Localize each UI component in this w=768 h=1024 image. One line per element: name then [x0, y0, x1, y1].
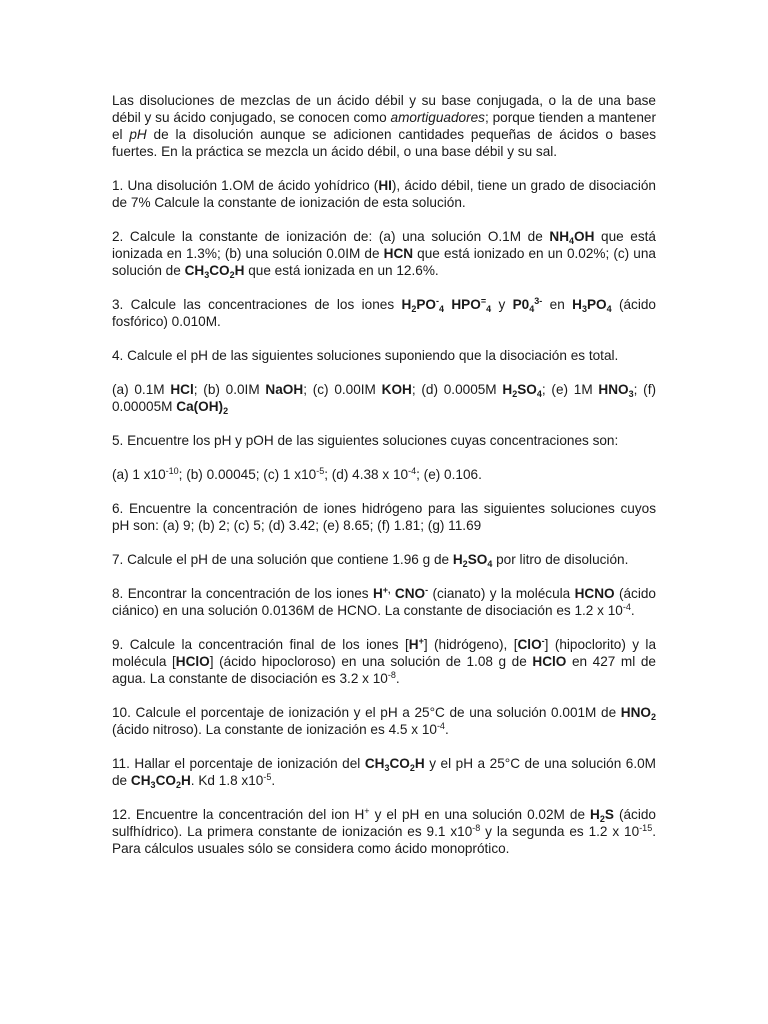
q5-list-text: ; (e) 0.106. — [416, 467, 482, 482]
formula-superscript: +, — [382, 585, 391, 595]
formula-subscript: 2 — [229, 270, 235, 280]
exponent: -4 — [622, 602, 631, 612]
formula-subscript: 2 — [512, 389, 518, 399]
formula-ch3co2h — [131, 773, 191, 788]
q12-text: . Para cálculos usuales sólo se considera como ácido monoprótico. — [112, 824, 656, 856]
formula-subscript: 4 — [438, 304, 444, 314]
formula-subscript: 4 — [569, 236, 575, 246]
q9-text: ] (hidrógeno), [ — [423, 637, 518, 652]
exponent: -4 — [436, 721, 445, 731]
q1-text: 1. Una disolución 1.OM de ácido yohídrico ( — [112, 178, 379, 193]
q5-list-text: ; (d) 4.38 x 10 — [324, 467, 409, 482]
formula-part: H — [590, 807, 600, 822]
formula-part: NH — [549, 229, 570, 244]
formula-h2po4 — [402, 297, 445, 312]
formula-part: HPO — [451, 297, 481, 312]
question-8 — [112, 585, 656, 619]
q8-text: (ácido ciánico) en una solución 0.0136M de HCNO. La constante de disociación es 1.2 x 10 — [112, 586, 656, 618]
formula-hi: HI — [378, 178, 392, 193]
formula-part: HNO — [598, 382, 629, 397]
q11-text: . Kd 1.8 x10 — [190, 773, 264, 788]
exponent: -15 — [639, 823, 653, 833]
q9-text: 9. Calcule la concentración final de los iones [ — [112, 637, 409, 652]
q9-text: ] (ácido hipocloroso) en una solución de 1.08 g de — [209, 654, 533, 669]
formula-nh4oh — [549, 229, 594, 244]
formula-koh: KOH — [381, 382, 412, 397]
formula-part: SO — [517, 382, 537, 397]
q11-text: y el pH a 25°C de una solución 6.0M de — [112, 756, 657, 788]
formula-part: H — [572, 297, 582, 312]
formula-subscript: 2 — [175, 780, 181, 790]
q3-text: (ácido fosfórico) 0.010M. — [112, 297, 656, 329]
formula-h3po4 — [572, 297, 612, 312]
formula-subscript: 3 — [204, 270, 210, 280]
q11-text: . — [271, 773, 276, 788]
q5-list-text: (a) 1 x10 — [112, 467, 166, 482]
question-2 — [112, 228, 656, 279]
exponent: -4 — [408, 466, 417, 476]
intro-paragraph — [112, 92, 656, 160]
formula-superscript: - — [435, 296, 439, 306]
document-body — [112, 92, 656, 874]
question-4: 4. Calcule el pH de las siguientes soluciones suponiendo que la disociación es total. — [112, 348, 619, 363]
formula-superscript: 3- — [534, 296, 543, 306]
formula-superscript: - — [541, 636, 545, 646]
formula-hcno: HCNO — [574, 586, 615, 601]
q12-text: (ácido sulfhídrico). La primera constante de ionización es 9.1 x10 — [112, 807, 656, 839]
q9-text: . — [395, 671, 400, 686]
q2-text: 2. Calcule la constante de ionización de: (a) una solución O.1M de — [112, 229, 550, 244]
formula-superscript: + — [418, 636, 424, 646]
formula-part: H — [502, 382, 513, 397]
q4-list-text: (a) 0.1M — [112, 382, 171, 397]
formula-part: PO — [586, 297, 607, 312]
formula-hclo: HClO — [175, 654, 210, 669]
question-11 — [112, 755, 656, 789]
exponent: -8 — [472, 823, 481, 833]
formula-subscript: 2 — [411, 304, 417, 314]
formula-part: H — [372, 586, 383, 601]
formula-subscript: 2 — [223, 406, 229, 416]
q4-list-text: ; (c) 0.00IM — [303, 382, 382, 397]
formula-part: PO — [416, 297, 436, 312]
formula-po4 — [513, 297, 543, 312]
formula-part: CH — [184, 263, 205, 278]
formula-part: OH — [574, 229, 595, 244]
q2-text: que está ionizada en un 12.6%. — [244, 263, 439, 278]
formula-subscript: 4 — [487, 559, 493, 569]
q2-text: que está ionizado en un 0.02%; (c) una solución de — [112, 246, 656, 278]
formula-subscript: 2 — [650, 712, 656, 722]
formula-clo — [517, 637, 544, 652]
formula-subscript: 3 — [150, 780, 156, 790]
q10-text: . — [444, 722, 449, 737]
question-5-list — [112, 466, 656, 483]
formula-part: H — [408, 637, 419, 652]
question-1 — [112, 177, 656, 211]
formula-h-plus — [409, 637, 424, 652]
formula-subscript: 3 — [581, 304, 587, 314]
question-12 — [112, 806, 656, 857]
formula-part: CH — [130, 773, 151, 788]
q8-text: 8. Encontrar la concentración de los iones — [112, 586, 373, 601]
intro-term-ph: pH — [129, 127, 147, 142]
formula-hclo: HClO — [532, 654, 567, 669]
formula-part: H — [180, 773, 191, 788]
formula-part: H — [452, 552, 463, 567]
q4-list-text: ; (f) 0.00005M — [112, 382, 657, 414]
formula-part: SO — [467, 552, 488, 567]
q1-text: ), ácido débil, tiene un grado de disociación de 7% Calcule la constante de ionización de esta solución. — [112, 178, 656, 210]
exponent: -5 — [263, 772, 272, 782]
formula-caoh2 — [176, 399, 228, 414]
formula-h-plus — [373, 586, 391, 601]
exponent: -10 — [165, 466, 179, 476]
q3-text: en — [542, 297, 573, 312]
q10-text: (ácido nitroso). La constante de ionización es 4.5 x 10 — [112, 722, 437, 737]
formula-h2so4 — [502, 382, 542, 397]
q12-text: y la segunda es 1.2 x 10 — [480, 824, 640, 839]
formula-part: CH — [364, 756, 385, 771]
question-6: 6. Encuentre la concentración de iones hidrógeno para las siguientes soluciones cuyos pH son: (a) 9; (b) 2; (c) 5; (d) 3.42; (e) 8.65; (f) 1.81; (g) 11.69 — [112, 501, 656, 533]
exponent: -8 — [387, 670, 396, 680]
formula-part: Ca(OH) — [176, 399, 224, 414]
formula-subscript: 2 — [409, 763, 415, 773]
formula-part: CO — [155, 773, 176, 788]
formula-part: H — [414, 756, 425, 771]
formula-subscript: 3 — [628, 389, 634, 399]
q4-list-text: ; (d) 0.0005M — [411, 382, 503, 397]
formula-h2so4 — [453, 552, 493, 567]
formula-naoh: NaOH — [265, 382, 304, 397]
formula-h2s — [590, 807, 614, 822]
formula-part: CO — [389, 756, 410, 771]
exponent: -5 — [316, 466, 325, 476]
intro-text: ; porque tienden a mantener el — [112, 110, 656, 142]
formula-subscript: 4 — [606, 304, 612, 314]
formula-cno — [395, 586, 428, 601]
question-5: 5. Encuentre los pH y pOH de las siguientes soluciones cuyas concentraciones son: — [112, 433, 619, 448]
question-4-list — [112, 381, 656, 415]
q12-text: 12. Encuentre la concentración del ion H — [112, 807, 365, 822]
formula-subscript: 4 — [529, 304, 535, 314]
q12-text: y el pH en una solución 0.02M de — [369, 807, 591, 822]
formula-part: CO — [209, 263, 230, 278]
q4-list-text: ; (e) 1M — [541, 382, 599, 397]
formula-hpo4 — [451, 297, 491, 312]
formula-part: HNO — [620, 705, 651, 720]
formula-part: H — [234, 263, 245, 278]
formula-part: S — [604, 807, 614, 822]
formula-ch3co2h — [365, 756, 425, 771]
formula-part: ClO — [517, 637, 542, 652]
question-10 — [112, 704, 656, 738]
formula-superscript: + — [364, 806, 370, 816]
formula-subscript: 4 — [536, 389, 542, 399]
formula-hno2 — [621, 705, 656, 720]
formula-part: CNO — [394, 586, 426, 601]
q7-text: 7. Calcule el pH de una solución que contiene 1.96 g de — [112, 552, 453, 567]
formula-subscript: 2 — [462, 559, 468, 569]
q7-text: por litro de disolución. — [492, 552, 629, 567]
formula-hcl: HCl — [170, 382, 194, 397]
q9-text: en 427 ml de agua. La constante de disociación es 3.2 x 10 — [112, 654, 656, 686]
formula-superscript: - — [425, 585, 429, 595]
q4-list-text: ; (b) 0.0IM — [193, 382, 266, 397]
q8-text: . — [630, 603, 635, 618]
formula-subscript: 3 — [384, 763, 390, 773]
q10-text: 10. Calcule el porcentaje de ionización y el pH a 25°C de una solución 0.001M de — [112, 705, 621, 720]
formula-hcn: HCN — [383, 246, 414, 261]
intro-text: de la disolución aunque se adicionen cantidades pequeñas de ácidos o bases fuertes. En la práctica se mezcla un ácido débil, o una base débil y su sal. — [112, 127, 656, 159]
formula-part: H — [401, 297, 412, 312]
q5-list-text: ; (b) 0.00045; (c) 1 x10 — [178, 467, 317, 482]
question-3 — [112, 296, 656, 330]
formula-part: P0 — [512, 297, 530, 312]
formula-hno3 — [598, 382, 633, 397]
q8-text: (cianato) y la molécula — [428, 586, 575, 601]
q9-text: ] (hipoclorito) y la molécula [ — [112, 637, 657, 669]
intro-term-amortiguadores: amortiguadores — [390, 110, 485, 125]
q11-text: 11. Hallar el porcentaje de ionización del — [112, 756, 365, 771]
q3-text: 3. Calcule las concentraciones de los iones — [112, 297, 402, 312]
question-9 — [112, 636, 656, 687]
q2-text: que está ionizada en 1.3%; (b) una solución 0.0IM de — [112, 229, 656, 261]
question-7 — [112, 551, 656, 568]
formula-subscript: 2 — [599, 814, 605, 824]
formula-superscript: = — [480, 296, 487, 306]
formula-ch3co2h — [185, 263, 245, 278]
intro-text: Las disoluciones de mezclas de un ácido débil y su base conjugada, o la de una base débil y su ácido conjugado, se conocen como — [112, 93, 656, 125]
formula-subscript: 4 — [486, 304, 492, 314]
q3-text: y — [491, 297, 513, 312]
